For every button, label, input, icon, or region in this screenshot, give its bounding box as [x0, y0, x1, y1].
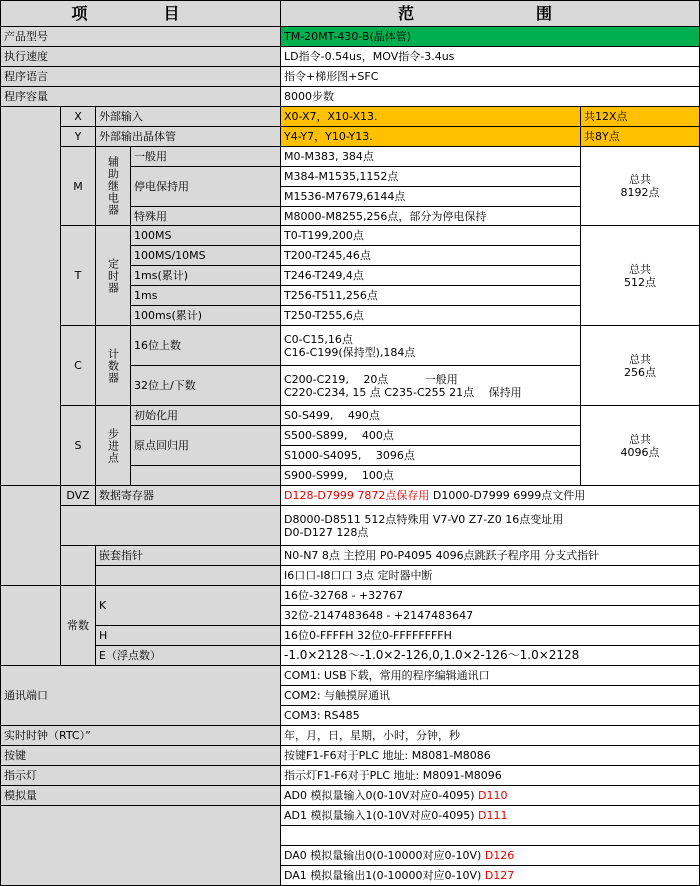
cap-value: 8000步数: [280, 86, 700, 107]
speed-label: 执行速度: [0, 46, 281, 67]
c-total: 总共 256点: [580, 325, 700, 406]
y-label: 外部输出晶体管: [95, 126, 281, 147]
ad0-value: [280, 785, 700, 806]
ad0-reg: D110: [478, 789, 508, 802]
ad1-text: AD1 模拟量输入1(0-10V对应0-4095): [284, 809, 479, 822]
t4-label: 1ms: [130, 285, 281, 306]
lang-label: 程序语言: [0, 66, 281, 87]
s-group: 步进点: [95, 405, 131, 486]
e-label: E（浮点数）: [95, 645, 281, 666]
d-value2: D8000-D8511 512点特殊用 V7-V0 Z7-Z0 16点变址用 D0-D127 128点: [280, 505, 700, 546]
s3-label: [130, 465, 281, 486]
com2-value: COM2: 与触摸屏通讯: [280, 685, 700, 706]
d-code: DVZ: [60, 485, 96, 506]
key-label: 按键: [0, 745, 281, 766]
k-value1: 16位-32768 - +32767: [280, 585, 700, 606]
lang-value: 指令+梯形图+SFC: [280, 66, 700, 87]
key-value: 按键F1-F6对于PLC 地址: M8081-M8086: [280, 745, 700, 766]
t1-label: 100MS: [130, 225, 281, 246]
s1-value: S0-S499, 490点: [280, 405, 581, 426]
t2-value: T200-T245,46点: [280, 245, 581, 266]
y-code: Y: [60, 126, 96, 147]
k-label: K: [95, 585, 281, 626]
ad1-value: [280, 805, 700, 826]
m1-label: 一般用: [130, 146, 281, 167]
h-label: H: [95, 625, 281, 646]
m3-value: M8000-M8255,256点，部分为停电保持: [280, 206, 581, 226]
model-value: TM-20MT-430-B(晶体管): [280, 26, 700, 47]
c1-label: 16位上数: [130, 325, 281, 366]
m2-value-b: M1536-M7679,6144点: [280, 186, 581, 207]
d-blank-cell: [60, 505, 281, 546]
s1-label: 初始化用: [130, 405, 281, 426]
m-group: 辅助继电器: [95, 146, 131, 226]
com-label: 通讯端口: [0, 665, 281, 726]
t2-label: 100MS/10MS: [130, 245, 281, 266]
t1-value: T0-T199,200点: [280, 225, 581, 246]
c-group: 计数器: [95, 325, 131, 406]
m-total: 总共 8192点: [580, 146, 700, 226]
t-total: 总共 512点: [580, 225, 700, 326]
da1-value: [280, 865, 700, 886]
analog-blank: [0, 805, 281, 886]
ad1-reg: D111: [478, 809, 508, 822]
rtc-label: 实时时钟（RTC）”: [0, 725, 281, 746]
com3-value: COM3: RS485: [280, 705, 700, 726]
const-label: 常数: [60, 585, 96, 666]
t5-label: 100ms(累计): [130, 305, 281, 326]
led-value: 指示灯F1-F6对于PLC 地址: M8091-M8096: [280, 765, 700, 786]
t5-value: T250-T255,6点: [280, 305, 581, 326]
nest-label: 嵌套指针: [95, 545, 281, 566]
m1-value: M0-M383, 384点: [280, 146, 581, 167]
t-group: 定时器: [95, 225, 131, 326]
k-value2: 32位-2147483648 - +2147483647: [280, 605, 700, 626]
nest-value: N0-N7 8点 主控用 P0-P4095 4096点跳跃子程序用 分支式指针: [280, 545, 700, 566]
led-label: 指示灯: [0, 765, 281, 786]
nest-value2: I6口口-I8口口 3点 定时器中断: [280, 565, 700, 586]
da0-text: DA0 模拟量输出0(0-10000对应0-10V): [284, 849, 485, 862]
s2-value-a: S500-S899, 400点: [280, 425, 581, 446]
x-code: X: [60, 106, 96, 127]
c1-value: C0-C15,16点 C16-C199(保持型),184点: [280, 325, 581, 366]
m3-label: 特殊用: [130, 206, 281, 226]
t4-value: T256-T511,256点: [280, 285, 581, 306]
speed-value: LD指令-0.54us，MOV指令-3.4us: [280, 46, 700, 67]
h-value: 16位0-FFFFH 32位0-FFFFFFFFH: [280, 625, 700, 646]
s-code: S: [60, 405, 96, 486]
header-range: 范 围: [280, 0, 700, 27]
ad0-text: AD0 模拟量输入0(0-10V对应0-4095): [284, 789, 479, 802]
dvz-left-cell: [0, 485, 61, 586]
d-label: 数据寄存器: [95, 485, 281, 506]
model-label: 产品型号: [0, 26, 281, 47]
analog-empty-row: [280, 825, 700, 846]
c2-label: 32位上/下数: [130, 365, 281, 406]
da0-value: [280, 845, 700, 866]
s2-value-b: S1000-S4095, 3096点: [280, 445, 581, 466]
const-left-cell: [0, 585, 61, 666]
s-total: 总共 4096点: [580, 405, 700, 486]
s3-value: S900-S999, 100点: [280, 465, 581, 486]
analog-label: 模拟量: [0, 785, 281, 806]
c2-value: C200-C219, 20点 一般用 C220-C234, 15 点 C235-C255 21点 保持用: [280, 365, 581, 406]
m-code: M: [60, 146, 96, 226]
d-value-rest: D1000-D7999 6999点文件用: [429, 489, 586, 502]
x-label: 外部输入: [95, 106, 281, 127]
nest-blank: [95, 565, 281, 586]
da1-reg: D127: [484, 869, 515, 882]
da1-text: DA1 模拟量输出1(0-10000对应0-10V): [284, 869, 485, 882]
da0-reg: D126: [484, 849, 515, 862]
x-value: X0-X7，X10-X13.: [280, 106, 581, 127]
t3-label: 1ms(累计): [130, 265, 281, 286]
t3-value: T246-T249,4点: [280, 265, 581, 286]
m2-value-a: M384-M1535,1152点: [280, 166, 581, 187]
y-value: Y4-Y7，Y10-Y13.: [280, 126, 581, 147]
m2-label: 停电保持用: [130, 166, 281, 207]
device-group-cell: [0, 106, 61, 486]
c-code: C: [60, 325, 96, 406]
y-total: 共8Y点: [580, 126, 700, 147]
s2-label: 原点回归用: [130, 425, 281, 466]
d-value: [280, 485, 700, 506]
cap-label: 程序容量: [0, 86, 281, 107]
e-value: -1.0×2128～-1.0×2-126,0,1.0×2-126～1.0×2128: [280, 645, 700, 666]
t-code: T: [60, 225, 96, 326]
rtc-value: 年，月，日，星期，小时，分钟，秒: [280, 725, 700, 746]
header-item: 项 目: [0, 0, 281, 27]
nest-code-cell: [60, 545, 96, 586]
d-value-red: D128-D7999 7872点保存用: [284, 489, 430, 502]
com1-value: COM1: USB下载，常用的程序编辑通讯口: [280, 665, 700, 686]
x-total: 共12X点: [580, 106, 700, 127]
